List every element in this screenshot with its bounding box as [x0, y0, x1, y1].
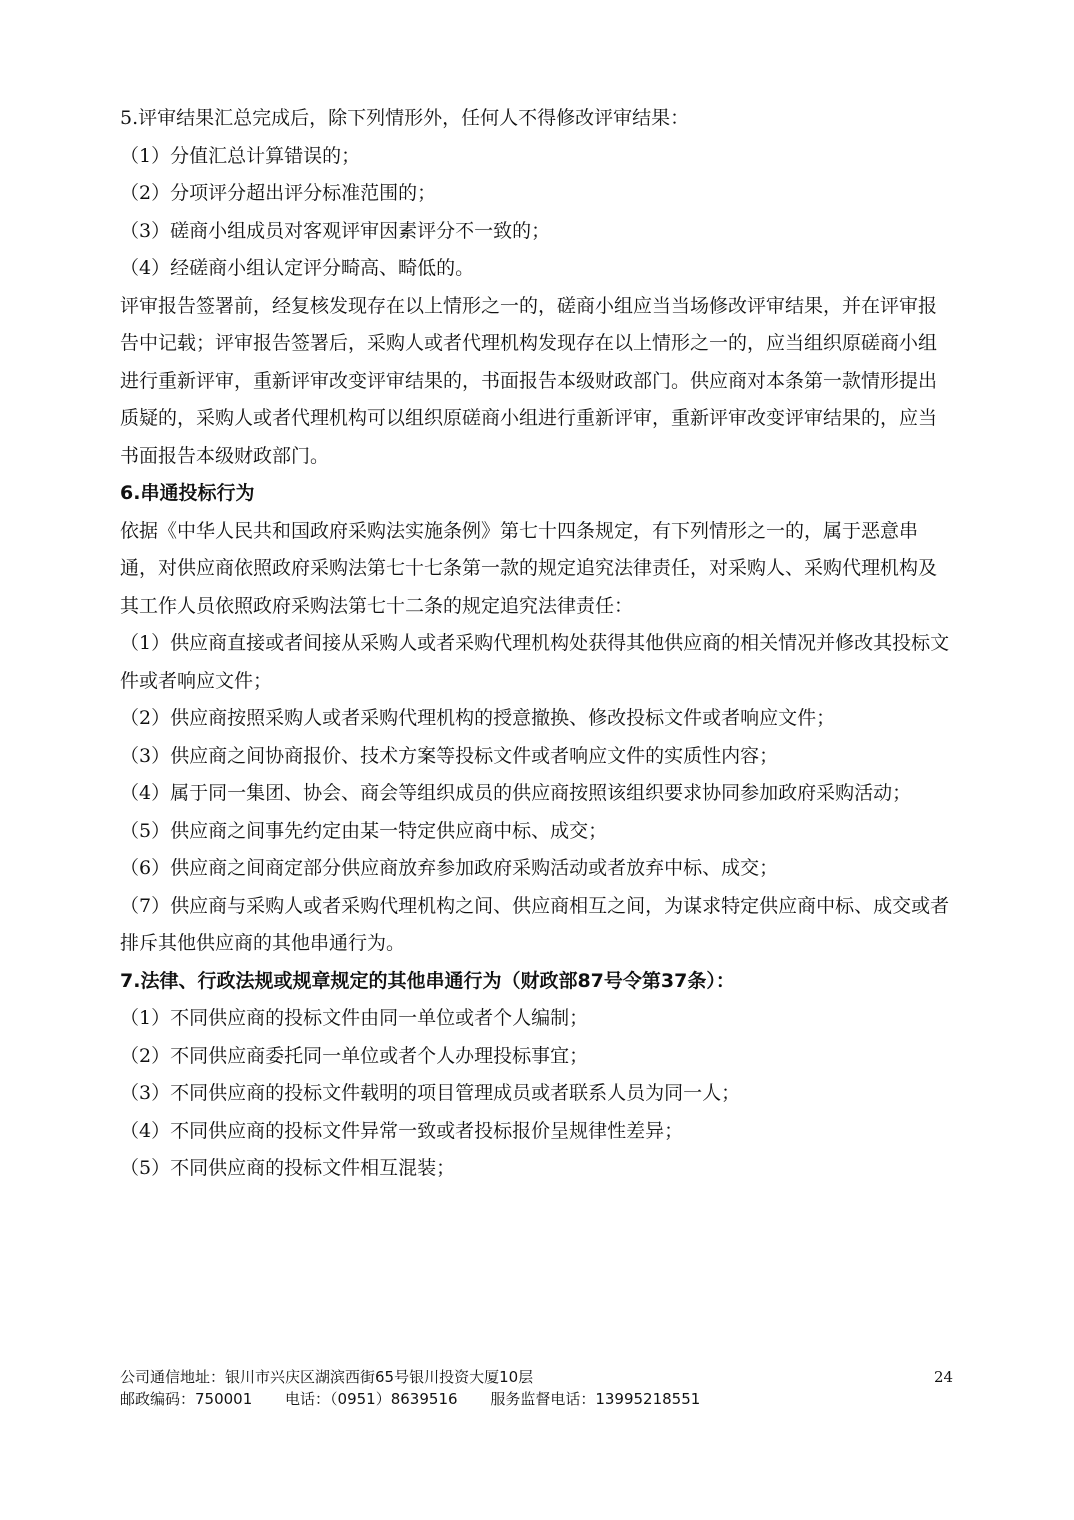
list-item: （2）不同供应商委托同一单位或者个人办理投标事宜；	[120, 1044, 589, 1067]
list-item: （3）供应商之间协商报价、技术方案等投标文件或者响应文件的实质性内容；	[120, 744, 779, 767]
list-item: （5）供应商之间事先约定由某一特定供应商中标、成交；	[120, 819, 608, 842]
page-footer	[120, 1366, 954, 1410]
list-item: （7）供应商与采购人或者采购代理机构之间、供应商相互之间，为谋求特定供应商中标、成交或者排斥其他供应商的其他串通行为。	[120, 894, 950, 954]
footer-phone: 电话：（0951）8639516	[285, 1390, 458, 1408]
section-heading-collusion: 6.串通投标行为	[120, 482, 255, 504]
list-item: （6）供应商之间商定部分供应商放弃参加政府采购活动或者放弃中标、成交；	[120, 857, 779, 879]
list-item: （4）不同供应商的投标文件异常一致或者投标报价呈规律性差异；	[120, 1119, 684, 1142]
list-item: （1）不同供应商的投标文件由同一单位或者个人编制；	[120, 1007, 589, 1029]
footer-postcode: 邮政编码：750001	[120, 1390, 253, 1408]
footer-contact-line	[120, 1388, 954, 1410]
list-item: （3）不同供应商的投标文件载明的项目管理成员或者联系人员为同一人；	[120, 1082, 741, 1104]
section-heading-other-collusion: 7.法律、行政法规或规章规定的其他串通行为（财政部87号令第37条）：	[120, 969, 735, 992]
page-number: 24	[934, 1368, 954, 1386]
list-item: （1）分值汇总计算错误的；	[120, 144, 361, 167]
paragraph-reassessment: 评审报告签署前，经复核发现存在以上情形之一的，磋商小组应当当场修改评审结果，并在评审报告中记载；评审报告签署后，采购人或者代理机构发现存在以上情形之一的，应当组织原磋商小组进行重新评审，重新评审改变评审结果的，书面报告本级财政部门。供应商对本条第一款情形提出质疑的，采购人或者代理机构可以组织原磋商小组进行重新评审，重新评审改变评审结果的，应当书面报告本级财政部门。	[120, 294, 938, 467]
list-item: （3）磋商小组成员对客观评审因素评分不一致的；	[120, 219, 551, 242]
list-item: （2）供应商按照采购人或者采购代理机构的授意撤换、修改投标文件或者响应文件；	[120, 707, 836, 729]
document-body	[120, 100, 954, 1188]
list-item: （2）分项评分超出评分标准范围的；	[120, 182, 437, 204]
footer-service-phone: 服务监督电话：13995218551	[490, 1390, 701, 1408]
paragraph-revision-rule: 5.评审结果汇总完成后，除下列情形外，任何人不得修改评审结果：	[120, 107, 690, 129]
paragraph-collusion-basis: 依据《中华人民共和国政府采购法实施条例》第七十四条规定，有下列情形之一的，属于恶意串通，对供应商依照政府采购法第七十七条第一款的规定追究法律责任，对采购人、采购代理机构及其工作人员依照政府采购法第七十二条的规定追究法律责任：	[120, 519, 938, 617]
list-item: （4）属于同一集团、协会、商会等组织成员的供应商按照该组织要求协同参加政府采购活动；	[120, 782, 912, 804]
list-item: （4）经磋商小组认定评分畸高、畸低的。	[120, 257, 475, 279]
footer-address: 公司通信地址：银川市兴庆区湖滨西街65号银川投资大厦10层	[120, 1368, 534, 1386]
list-item: （1）供应商直接或者间接从采购人或者采购代理机构处获得其他供应商的相关情况并修改其投标文件或者响应文件；	[120, 632, 950, 692]
list-item: （5）不同供应商的投标文件相互混装；	[120, 1157, 456, 1179]
